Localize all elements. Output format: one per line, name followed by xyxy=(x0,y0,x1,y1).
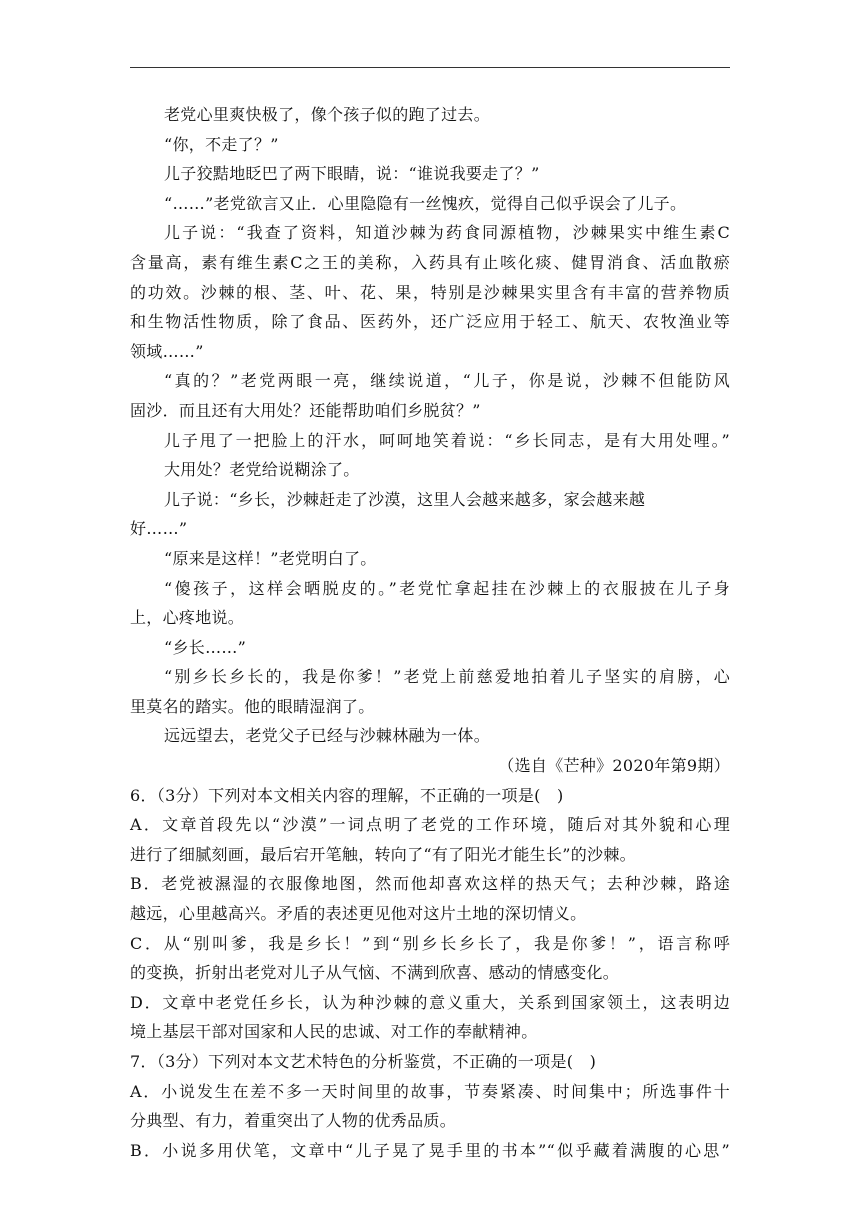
text-line: 大用处？老党给说糊涂了。 xyxy=(164,460,360,480)
text-line: 领域……” xyxy=(130,341,204,361)
text-line: 固沙．而且还有大用处？还能帮助咱们乡脱贫？” xyxy=(130,400,481,420)
text-line: B．小说多用伏笔，文章中“儿子晃了晃手里的书本”“似乎藏着满腹的心思” xyxy=(130,1140,730,1160)
text-line: “原来是这样！”老党明白了。 xyxy=(164,548,377,568)
text-line: 越远，心里越高兴。矛盾的表述更见他对这片土地的深切情义。 xyxy=(130,904,587,924)
text-line: A．小说发生在差不多一天时间里的故事，节奏紧凑、时间集中；所选事件十 xyxy=(130,1081,730,1101)
text-line: 含量高，素有维生素C之王的美称，入药具有止咳化痰、健胃消食、活血散瘀 xyxy=(130,252,730,272)
text-line: （选自《芒种》2020年第9期） xyxy=(498,756,730,776)
header-rule xyxy=(130,67,730,68)
text-line: 上，心疼地说。 xyxy=(130,608,245,628)
text-line: 儿子狡黠地眨巴了两下眼睛，说：“谁说我要走了？” xyxy=(164,164,540,184)
text-line: 境上基层干部对国家和人民的忠诚、对工作的奉献精神。 xyxy=(130,1022,538,1042)
document-body xyxy=(130,100,730,1165)
text-line: 和生物活性物质，除了食品、医药外，还广泛应用于轻工、航天、农牧渔业等 xyxy=(130,312,730,332)
text-line: “傻孩子，这样会晒脱皮的。”老党忙拿起挂在沙棘上的衣服披在儿子身 xyxy=(164,578,730,598)
text-line: 好……” xyxy=(130,519,188,539)
text-line: B．老党被濕湿的衣服像地图，然而他却喜欢这样的热天气；去种沙棘，路途 xyxy=(130,874,730,894)
text-line: 分典型、有力，着重突出了人物的优秀品质。 xyxy=(130,1111,457,1131)
text-line: “……”老党欲言又止．心里隐隐有一丝愧疚，觉得自己似乎误会了儿子。 xyxy=(164,193,687,213)
text-line: 6．（3分）下列对本文相关内容的理解，不正确的一项是( ) xyxy=(130,785,564,805)
text-line: 远远望去，老党父子已经与沙棘林融为一体。 xyxy=(164,726,491,746)
text-line: C．从“别叫爹，我是乡长！”到“别乡长乡长了，我是你爹！”，语言称呼 xyxy=(130,933,730,953)
text-line: “你，不走了？” xyxy=(164,134,279,154)
text-line: 的变换，折射出老党对儿子从气恼、不满到欣喜、感动的情感变化。 xyxy=(130,963,620,983)
text-line: 的功效。沙棘的根、茎、叶、花、果，特别是沙棘果实里含有丰富的营养物质 xyxy=(130,282,730,302)
text-line: 儿子说：“我查了资料，知道沙棘为药食同源植物，沙棘果实中维生素C xyxy=(164,223,730,243)
text-line: 进行了细腻刻画，最后宕开笔触，转向了“有了阳光才能生长”的沙棘。 xyxy=(130,844,636,864)
text-line: 儿子说：“乡长，沙棘赶走了沙漠，这里人会越来越多，家会越来越 xyxy=(164,489,646,509)
text-line: “真的？”老党两眼一亮，继续说道，“儿子，你是说，沙棘不但能防风 xyxy=(164,371,730,391)
text-line: “乡长……” xyxy=(164,637,247,657)
text-line: A．文章首段先以“沙漠”一词点明了老党的工作环境，随后对其外貌和心理 xyxy=(130,815,730,835)
text-line: D．文章中老党任乡长，认为种沙棘的意义重大，关系到国家领土，这表明边 xyxy=(130,992,730,1012)
text-line: “别乡长乡长的，我是你爹！”老党上前慈爱地拍着儿子坚实的肩膀，心 xyxy=(164,667,730,687)
text-line: 儿子甩了一把脸上的汗水，呵呵地笑着说：“乡长同志，是有大用处哩。” xyxy=(164,430,730,450)
text-line: 老党心里爽快极了，像个孩子似的跑了过去。 xyxy=(164,105,491,124)
text-line: 里莫名的踏实。他的眼睛湿润了。 xyxy=(130,696,375,716)
text-line: 7．（3分）下列对本文艺术特色的分析鉴赏，不正确的一项是( ) xyxy=(130,1052,597,1071)
